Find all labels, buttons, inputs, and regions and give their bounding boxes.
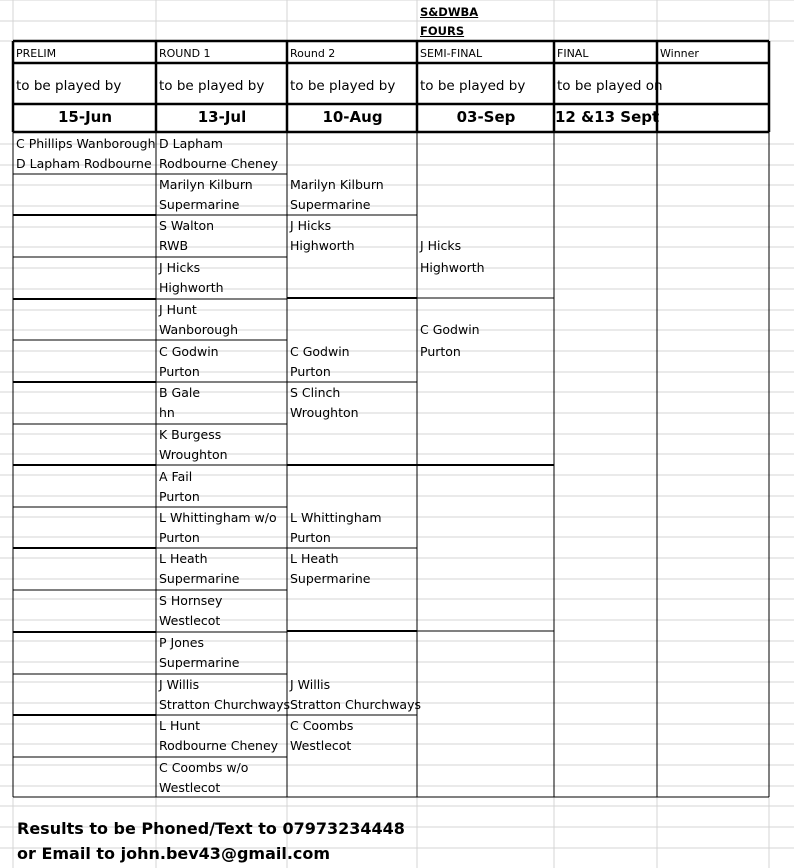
round1-player: K Burgess xyxy=(159,427,222,442)
played-by-round2: to be played by xyxy=(290,78,396,94)
round1-club: Purton xyxy=(159,489,200,504)
round1-club: Stratton Churchways xyxy=(159,697,291,712)
round2-player: J Willis xyxy=(290,677,331,692)
round2-club: Supermarine xyxy=(290,197,371,212)
round2-club: Wroughton xyxy=(290,405,359,420)
round2-player: L Whittingham xyxy=(290,510,382,525)
prelim-team-b: D Lapham Rodbourne xyxy=(16,156,152,171)
round1-player: A Fail xyxy=(159,469,193,484)
round2-player: C Godwin xyxy=(290,344,350,359)
round2-player: J Hicks xyxy=(290,218,332,233)
round1-player: J Hunt xyxy=(159,302,197,317)
results-email-note: or Email to john.bev43@gmail.com xyxy=(17,844,331,863)
round1-club: Supermarine xyxy=(159,197,240,212)
round2-club: Westlecot xyxy=(290,738,352,753)
played-on-final: to be played on xyxy=(557,78,663,94)
date-round1: 13-Jul xyxy=(197,108,247,126)
sheet-title: S&DWBA xyxy=(420,5,479,19)
round1-club: Rodbourne Cheney xyxy=(159,738,279,753)
round2-club: Purton xyxy=(290,530,331,545)
semi-club: Purton xyxy=(420,344,461,359)
round1-club: Rodbourne Cheney xyxy=(159,156,279,171)
round1-club: Wanborough xyxy=(159,322,239,337)
played-by-round1: to be played by xyxy=(159,78,265,94)
col-header-round2: Round 2 xyxy=(290,47,336,60)
round1-player: P Jones xyxy=(159,635,204,650)
round1-club: Purton xyxy=(159,530,200,545)
round2-club: Purton xyxy=(290,364,331,379)
round1-player: J Willis xyxy=(159,677,200,692)
round1-club: Highworth xyxy=(159,280,224,295)
semi-club: Highworth xyxy=(420,260,485,275)
round1-player: C Coombs w/o xyxy=(159,760,249,775)
date-round2: 10-Aug xyxy=(322,108,383,126)
round1-player: Marilyn Kilburn xyxy=(159,177,253,192)
col-header-prelim: PRELIM xyxy=(16,47,57,60)
semi-player: C Godwin xyxy=(420,322,480,337)
played-by-prelim: to be played by xyxy=(16,78,122,94)
round1-player: C Godwin xyxy=(159,344,219,359)
col-header-round1: ROUND 1 xyxy=(159,47,211,60)
round1-player: D Lapham xyxy=(159,136,223,151)
played-by-semi: to be played by xyxy=(420,78,526,94)
prelim-team-a: C Phillips Wanborough xyxy=(16,136,156,151)
round1-club: Purton xyxy=(159,364,200,379)
round2-club: Supermarine xyxy=(290,571,371,586)
round2-player: C Coombs xyxy=(290,718,354,733)
date-prelim: 15-Jun xyxy=(57,108,113,126)
col-header-final: FINAL xyxy=(557,47,589,60)
round1-player: J Hicks xyxy=(159,260,201,275)
col-header-semi: SEMI-FINAL xyxy=(420,47,483,60)
sheet-subtitle: FOURS xyxy=(420,24,465,38)
round2-club: Stratton Churchways xyxy=(290,697,422,712)
round1-club: Westlecot xyxy=(159,613,221,628)
round1-player: L Hunt xyxy=(159,718,201,733)
round1-club: Supermarine xyxy=(159,655,240,670)
round1-club: RWB xyxy=(159,238,189,253)
round2-player: S Clinch xyxy=(290,385,341,400)
date-semi: 03-Sep xyxy=(456,108,516,126)
col-header-winner: Winner xyxy=(660,47,699,60)
round1-club: Westlecot xyxy=(159,780,221,795)
results-phone-note: Results to be Phoned/Text to 07973234448 xyxy=(17,819,405,838)
semi-player: J Hicks xyxy=(420,238,462,253)
date-final: 12 &13 Sept xyxy=(555,108,660,126)
round1-player: S Walton xyxy=(159,218,215,233)
round1-player: L Heath xyxy=(159,551,208,566)
round1-player: B Gale xyxy=(159,385,201,400)
round1-club: Supermarine xyxy=(159,571,240,586)
round2-player: Marilyn Kilburn xyxy=(290,177,384,192)
round1-player: L Whittingham w/o xyxy=(159,510,277,525)
round2-club: Highworth xyxy=(290,238,355,253)
round1-club: hn xyxy=(159,405,175,420)
round1-club: Wroughton xyxy=(159,447,228,462)
round2-player: L Heath xyxy=(290,551,339,566)
round1-player: S Hornsey xyxy=(159,593,223,608)
